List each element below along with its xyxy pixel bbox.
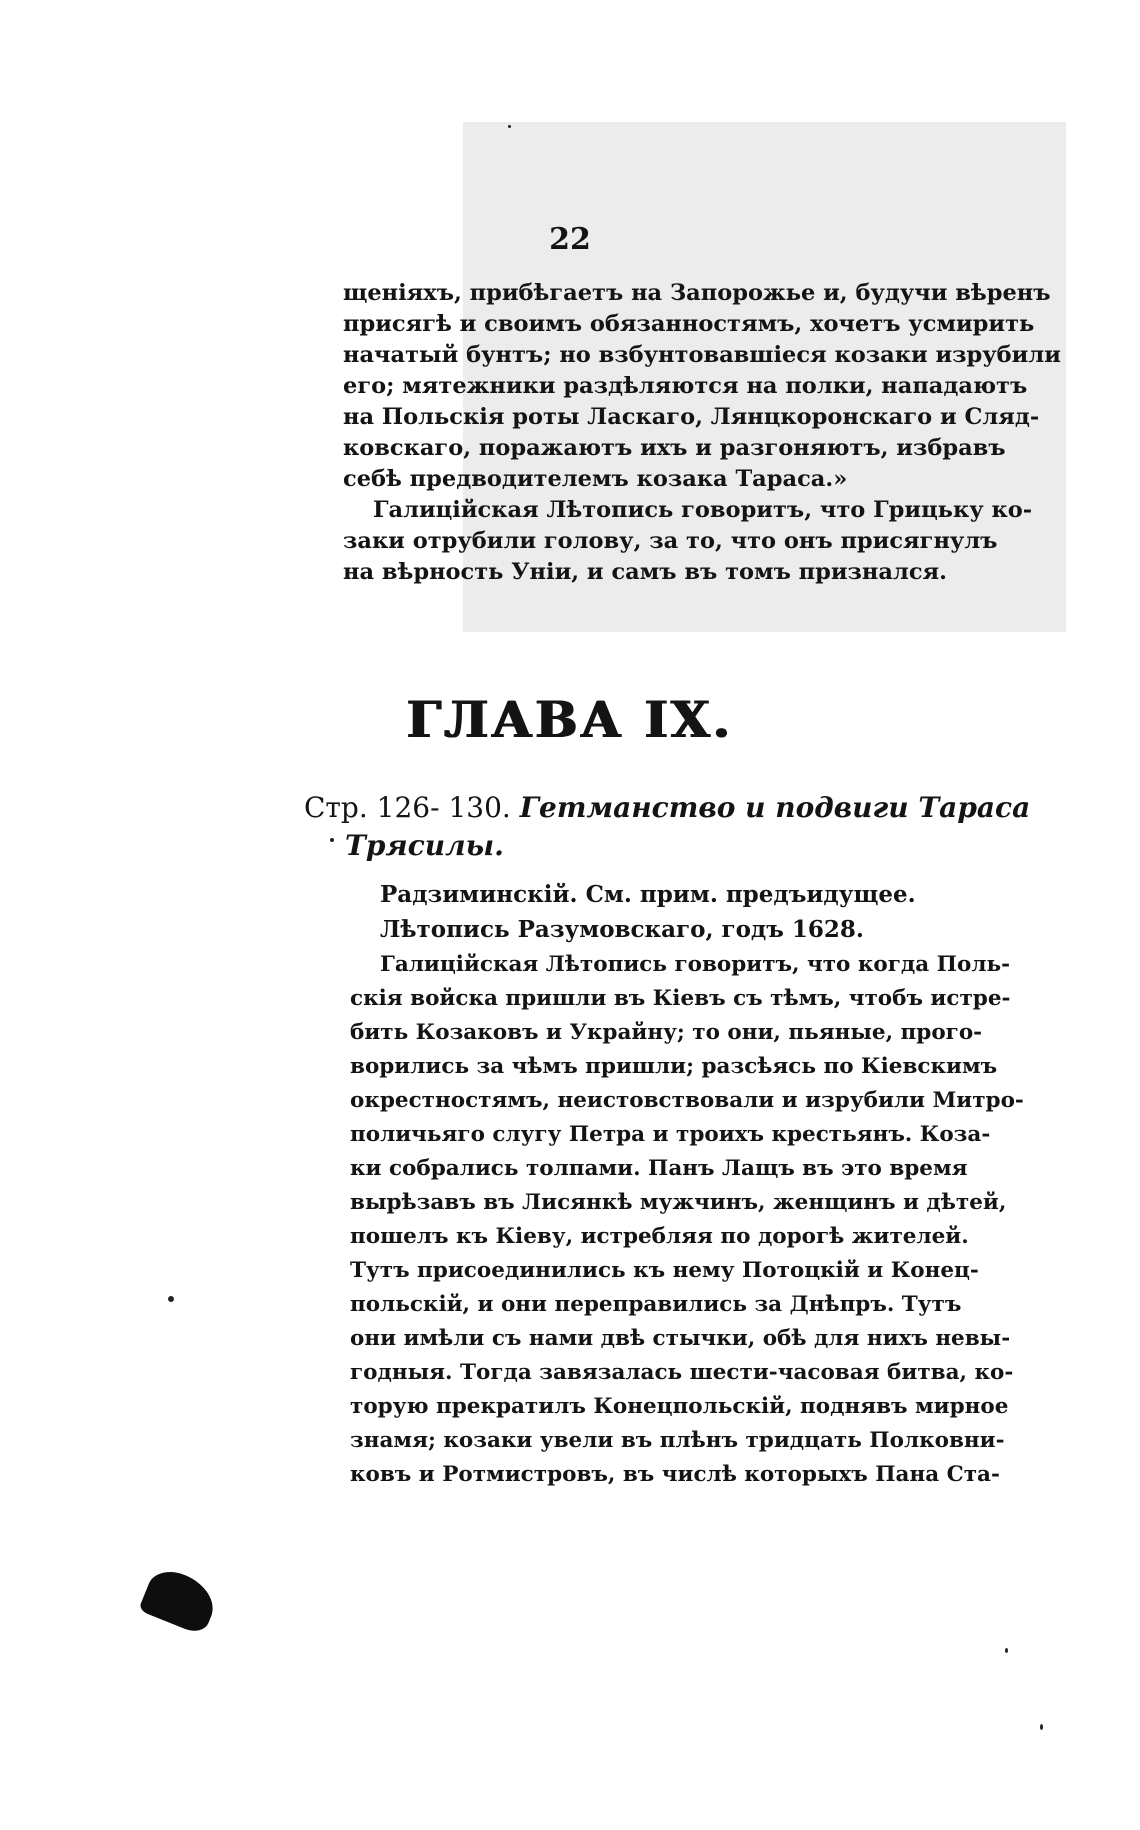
body-line: торую прекратилъ Конецпольскій, поднявъ мирное — [350, 1394, 1009, 1419]
body-line: пошелъ къ Кіеву, истребляя по дорогѣ жителей. — [350, 1224, 969, 1249]
body-line: годныя. Тогда завязалась шести-часовая битва, ко- — [350, 1360, 1014, 1385]
body-line: ки собрались толпами. Панъ Лащъ въ это время — [350, 1156, 968, 1181]
body-line: знамя; козаки увели въ плѣнъ тридцать Полковни- — [350, 1428, 1005, 1453]
body-line: вырѣзавъ въ Лисянкѣ мужчинъ, женщинъ и дѣтей, — [350, 1190, 1007, 1215]
top-line: его; мятежники раздѣляются на полки, нападаютъ — [343, 373, 1028, 399]
body-line: ворились за чѣмъ пришли; разсѣясь по Кіевскимъ — [350, 1054, 998, 1079]
top-line: ковскаго, поражаютъ ихъ и разгоняютъ, избравъ — [343, 435, 1006, 461]
top-line: себѣ предводителемъ козака Тараса.» — [343, 466, 848, 492]
ink-speck — [1005, 1648, 1008, 1653]
body-line: окрестностямъ, неистовствовали и изрубили Митро- — [350, 1088, 1024, 1113]
chapter-heading: ГЛАВА IX. — [406, 690, 734, 749]
top-line: начатый бунтъ; но взбунтовавшіеся козаки изрубили — [343, 342, 1061, 368]
reference-pages: Стр. 126- 130. — [304, 791, 511, 824]
reference-title: Гетманство и подвиги Тараса — [519, 791, 1031, 824]
top-line: на вѣрность Уніи, и самъ въ томъ признался. — [343, 559, 947, 585]
body-line: они имѣли съ нами двѣ стычки, обѣ для нихъ невы- — [350, 1326, 1011, 1351]
source-line: Лѣтопись Разумовскаго, годъ 1628. — [380, 916, 864, 943]
body-line: скія войска пришли въ Кіевъ съ тѣмъ, чтобъ истре- — [350, 986, 1011, 1011]
body-line: бить Козаковъ и Украйну; то они, пьяные, прого- — [350, 1020, 983, 1045]
reference-title-cont: Трясилы. — [345, 829, 504, 862]
top-line: на Польскія роты Ласкаго, Лянцкоронскаго и Сляд- — [343, 404, 1040, 430]
body-line: Галицiйская Лѣтопись говоритъ, что когда Поль- — [380, 952, 1010, 977]
top-line: щеніяхъ, прибѣгаетъ на Запорожье и, будучи вѣренъ — [343, 280, 1051, 306]
body-line: Тутъ присоединились къ нему Потоцкій и Конец- — [350, 1258, 979, 1283]
top-line: Галицiйская Лѣтопись говоритъ, что Грицьку ко- — [373, 497, 1033, 523]
ink-speck — [508, 125, 511, 128]
top-line: присягѣ и своимъ обязанностямъ, хочетъ усмирить — [343, 311, 1035, 337]
ink-blot — [138, 1564, 222, 1637]
body-line: поличьяго слугу Петра и троихъ крестьянъ. Коза- — [350, 1122, 991, 1147]
ink-speck — [330, 838, 334, 842]
reference-line — [304, 790, 1030, 826]
page-number: 22 — [549, 222, 591, 257]
body-line: польскій, и они переправились за Днѣпръ. Тутъ — [350, 1292, 962, 1317]
ink-speck — [168, 1296, 174, 1302]
source-line: Радзиминскій. См. прим. предъидущее. — [380, 881, 916, 908]
reference-line-2 — [345, 828, 504, 864]
top-line: заки отрубили голову, за то, что онъ присягнулъ — [343, 528, 998, 554]
body-line: ковъ и Ротмистровъ, въ числѣ которыхъ Пана Ста- — [350, 1462, 1000, 1487]
ink-speck — [1040, 1724, 1043, 1730]
